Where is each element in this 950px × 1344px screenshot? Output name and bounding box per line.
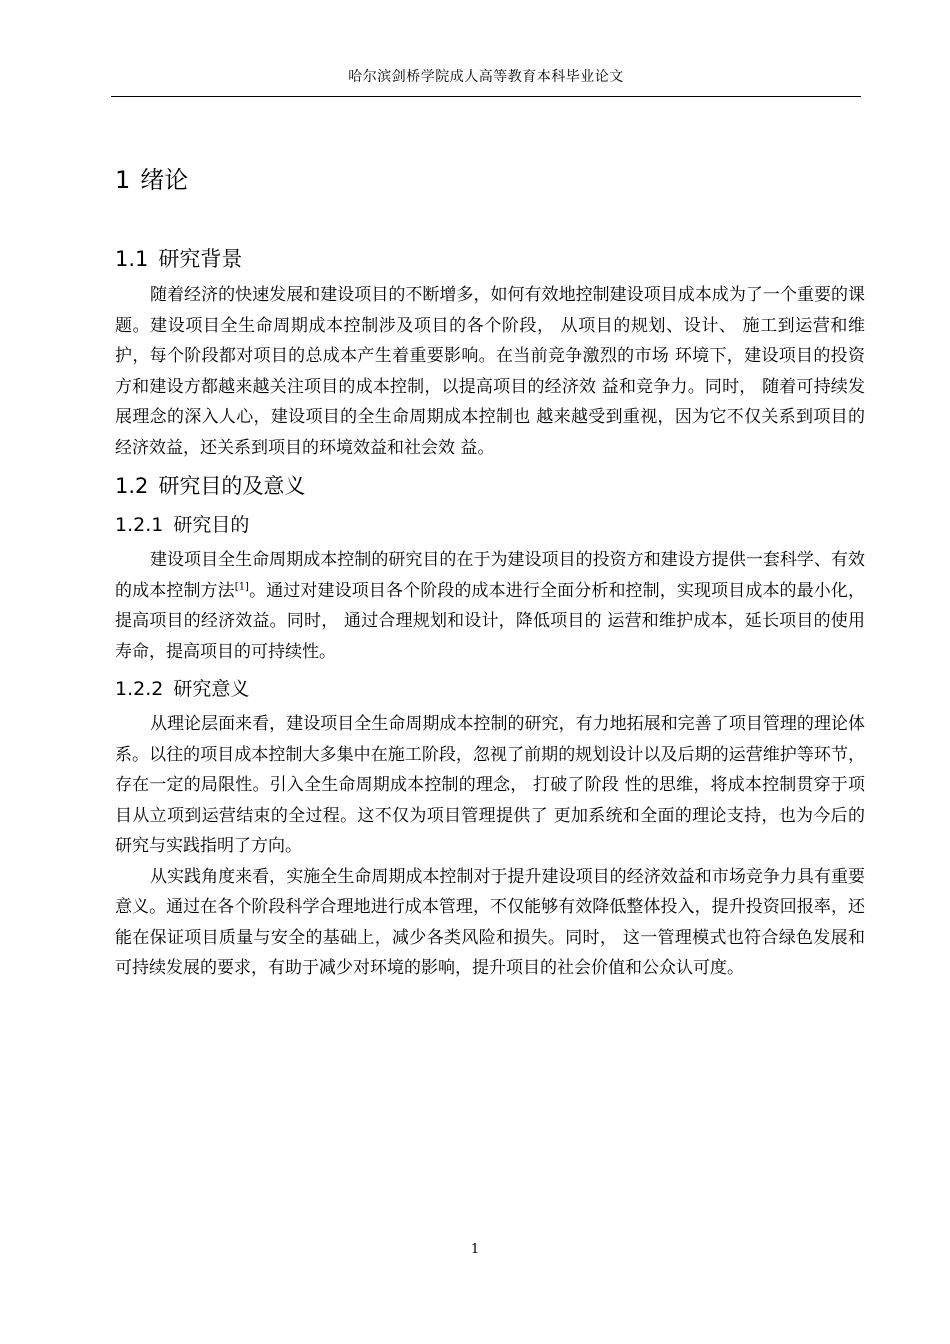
subsection-number: 1.2.2 xyxy=(115,678,164,700)
chapter-number: 1 xyxy=(115,166,131,194)
section-number: 1.2 xyxy=(115,474,149,498)
page-content xyxy=(115,160,865,984)
paragraph-text-a: 建设项目全生命周期成本控制的研究目的在于为建设项目的投资方和建设方提供一套科学、有效的成本控制方法 xyxy=(115,550,865,601)
paragraph-theoretical-significance: 从理论层面来看，建设项目全生命周期成本控制的研究，有力地拓展和完善了项目管理的理论体系。以往的项目成本控制大多集中在施工阶段，忽视了前期的规划设计以及后期的运营维护等环节，存在一定的局限性。引入全生命周期成本控制的理念， 打破了阶段 性的思维，将成本控制贯穿于项目从立项到运营结束的全过程。这不仅为项目管理提供了 更加系统和全面的理论支持，也为今后的研究与实践指明了方向。 xyxy=(115,714,865,856)
section-title: 研究目的及意义 xyxy=(158,474,306,498)
citation-reference[interactable]: [1] xyxy=(234,580,249,592)
paragraph-practical-significance: 从实践角度来看，实施全生命周期成本控制对于提升建设项目的经济效益和市场竞争力具有重要意义。通过在各个阶段科学合理地进行成本管理，不仅能够有效降低整体投入，提升投资回报率，还能在保证项目质量与安全的基础上，减少各类风险和损失。同时， 这一管理模式也符合绿色发展和可持续发展的要求，有助于减少对环境的影响，提升项目的社会价值和公众认可度。 xyxy=(115,866,865,978)
subsection-title: 研究目的 xyxy=(173,514,250,536)
chapter-heading xyxy=(115,160,865,200)
section-title: 研究背景 xyxy=(158,247,243,271)
subsection-title: 研究意义 xyxy=(173,678,250,700)
chapter-title: 绪论 xyxy=(140,166,189,194)
paragraph-text-b: 。通过对建设项目各个阶段的成本进行全面分析和控制，实现项目成本的最小化，提高项目的经济效益。同时， 通过合理规划和设计，降低项目的 运营和维护成本，延长项目的使用寿命，提高项目的可持续性。 xyxy=(115,580,866,662)
subsection-heading-1-2-2 xyxy=(115,673,865,705)
subsection-heading-1-2-1 xyxy=(115,509,865,541)
header-rule xyxy=(111,96,861,97)
section-heading-1-2 xyxy=(115,469,865,503)
section-number: 1.1 xyxy=(115,247,149,271)
paragraph-research-background: 随着经济的快速发展和建设项目的不断增多，如何有效地控制建设项目成本成为了一个重要的课题。建设项目全生命周期成本控制涉及项目的各个阶段， 从项目的规划、设计、 施工到运营和维护，每个阶段都对项目的总成本产生着重要影响。在当前竞争激烈的市场 环境下，建设项目的投资方和建设方都越来越关注项目的成本控制，以提高项目的经济效 益和竞争力。同时， 随着可持续发展理念的深入人心，建设项目的全生命周期成本控制也 越来越受到重视，因为它不仅关系到项目的经济效益，还关系到项目的环境效益和社会效 益。 xyxy=(115,285,865,458)
running-header: 哈尔滨剑桥学院成人高等教育本科毕业论文 xyxy=(348,69,624,85)
subsection-number: 1.2.1 xyxy=(115,514,164,536)
paragraph-research-purpose xyxy=(115,545,865,667)
section-heading-1-1 xyxy=(115,242,865,276)
page-number: 1 xyxy=(470,1242,480,1257)
